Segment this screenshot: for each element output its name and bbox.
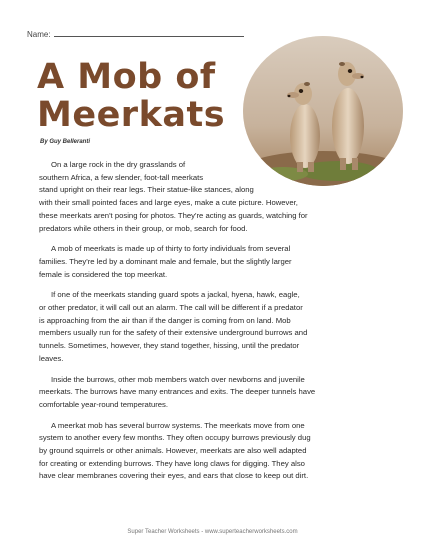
text-line: Inside the burrows, other mob members watch over newborns and juvenile [51, 374, 305, 384]
title-line-1: A Mob of [37, 57, 216, 97]
text-line: tunnels. Sometimes, however, they stand together, hissing, until the predator [39, 341, 300, 351]
name-label: Name: [27, 30, 51, 39]
text-line: If one of the meerkats standing guard spots a jackal, hyena, hawk, eagle, [51, 290, 300, 300]
article-body [39, 159, 393, 491]
text-line: A mob of meerkats is made up of thirty to forty individuals from several [51, 244, 291, 254]
paragraph-4 [39, 374, 393, 412]
text-line: leaves. [39, 353, 64, 363]
text-line: for creating or extending burrows. They have long claws for digging. They also [39, 458, 305, 468]
text-line: have clear membranes covering their eyes, and ears that close to keep out dirt. [39, 471, 309, 481]
text-line: families. They're led by a dominant male and female, but the slightly larger [39, 256, 292, 266]
article-title [37, 58, 247, 134]
footer-credit: Super Teacher Worksheets - www.superteacherworksheets.com [127, 529, 298, 535]
text-line: members usually run for the safety of their extensive underground burrows and [39, 328, 308, 338]
text-line: is approaching from the air than if the danger is coming from on land. Mob [39, 315, 291, 325]
text-line: southern Africa, a few slender, foot-tall meerkats [39, 172, 204, 182]
text-line: these meerkats aren't posing for photos. They're acting as guards, watching for [39, 210, 308, 220]
name-field [27, 30, 244, 39]
text-line: system to another every few months. They often occupy burrows previously dug [39, 433, 311, 443]
title-line-2: Meerkats [37, 95, 226, 135]
text-line: predators while others in their group, or mob, search for food. [39, 223, 248, 233]
paragraph-2 [39, 243, 393, 281]
text-line: or other predator, it will call out an alarm. The call will be different if a predator [39, 303, 303, 313]
paragraph-5 [39, 420, 393, 484]
text-line: by ground squirrels or other animals. However, meerkats are also well adapted [39, 446, 307, 456]
text-line: stand upright on their rear legs. Their statue-like stances, along [39, 185, 254, 195]
paragraph-3 [39, 289, 393, 365]
text-line: comfortable year-round temperatures. [39, 399, 169, 409]
paragraph-1 [39, 159, 393, 235]
byline: By Guy Belleranti [40, 139, 91, 145]
text-line: A meerkat mob has several burrow systems. The meerkats move from one [51, 420, 305, 430]
text-line: with their small pointed faces and large eyes, make a cute picture. However, [39, 198, 298, 208]
text-line: female is considered the top meerkat. [39, 269, 168, 279]
text-line: On a large rock in the dry grasslands of [51, 160, 186, 169]
name-underline[interactable] [54, 36, 244, 37]
text-line: meerkats. The burrows have many entrances and exits. The deeper tunnels have [39, 387, 316, 397]
